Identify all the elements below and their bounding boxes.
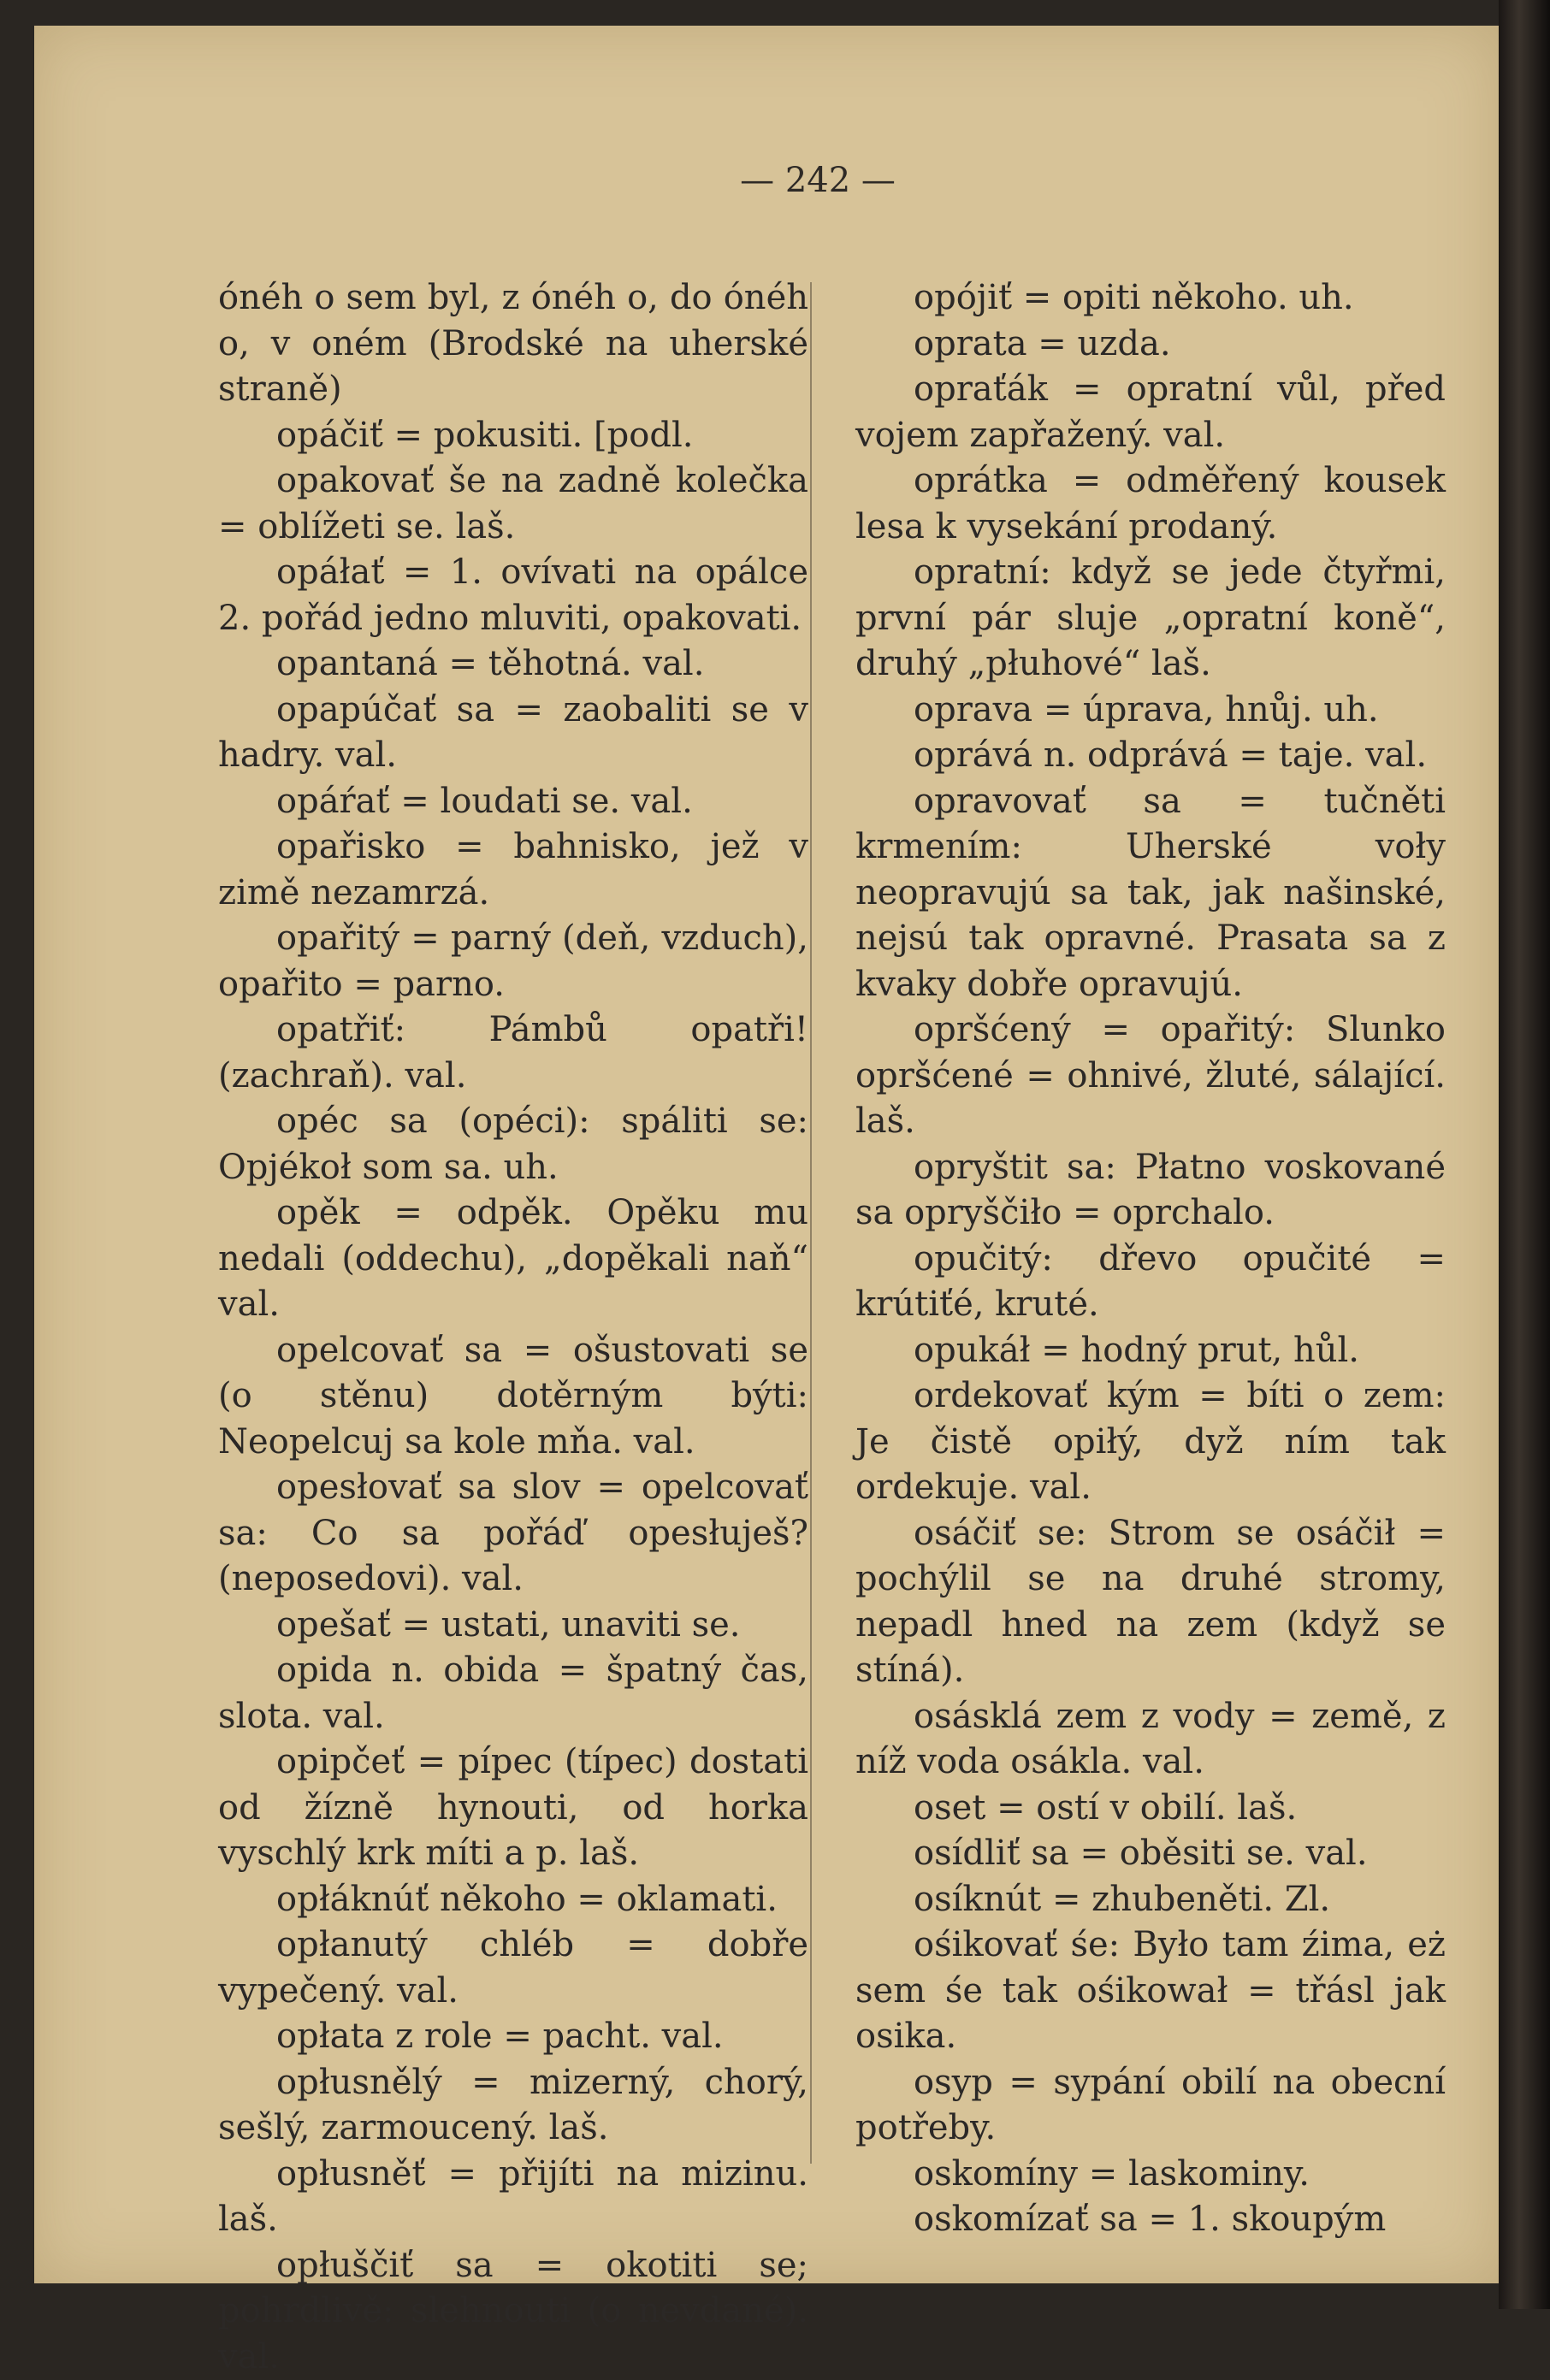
column-divider (810, 282, 812, 2164)
dictionary-entry: opantaná = těhotná. val. (218, 641, 808, 688)
dictionary-entry: opelcovať sa = ošustovati se (o stěnu) dotěrným býti: Neopelcuj sa kole mňa. val. (218, 1328, 808, 1466)
dictionary-entry: opravovať sa = tučněti krmením: Uherské voły neopravujú sa tak, jak našinské, nejsú tak opravné. Prasata sa z kvaky dobře opravujú. (855, 779, 1446, 1008)
dictionary-entry: opłáknúť někoho = oklamati. (218, 1877, 808, 1923)
dictionary-entry: opłusnělý = mizerný, chorý, sešlý, zarmoucený. laš. (218, 2060, 808, 2152)
dictionary-entry: opapúčať sa = zaobaliti se v hadry. val. (218, 688, 808, 779)
dictionary-entry: ośikovať śe: Było tam źima, eż sem śe tak ośikował = třásl jak osika. (855, 1922, 1446, 2060)
dictionary-entry: opučitý: dřevo opučité = krútiťé, kruté. (855, 1237, 1446, 1328)
dictionary-entry: opryštit sa: Płatno voskované sa opryščiło = oprchalo. (855, 1145, 1446, 1237)
dictionary-entry: oprava = úprava, hnůj. uh. (855, 688, 1446, 734)
dictionary-entry: opatřiť: Pámbů opatři! (zachraň). val. (218, 1007, 808, 1099)
dictionary-entry: osídliť sa = oběsiti se. val. (855, 1831, 1446, 1877)
dictionary-entry: opukáł = hodný prut, hůl. (855, 1328, 1446, 1374)
dictionary-entry: oprátka = odměřený kousek lesa k vysekání prodaný. (855, 458, 1446, 550)
dictionary-entry: opáŕať = loudati se. val. (218, 779, 808, 825)
dictionary-entry: oskomíny = laskominy. (855, 2152, 1446, 2198)
dictionary-entry: opařitý = parný (deň, vzduch), opařito = parno. (218, 916, 808, 1007)
dictionary-entry: oset = ostí v obilí. laš. (855, 1786, 1446, 1832)
book-spine-edge (1499, 0, 1550, 2309)
dictionary-entry: opesłovať sa slov = opelcovať sa: Co sa pořáď opesłuješ? (neposedovi). val. (218, 1465, 808, 1603)
dictionary-entry: opršćený = opařitý: Slunko opršćené = ohnivé, žluté, sálající. laš. (855, 1007, 1446, 1145)
left-column (218, 275, 808, 2380)
right-column (855, 275, 1446, 2243)
dictionary-entry: oprává n. odprává = taje. val. (855, 733, 1446, 779)
dictionary-entry: osyp = sypání obilí na obecní potřeby. (855, 2060, 1446, 2152)
dictionary-entry: opařisko = bahnisko, jež v zimě nezamrzá. (218, 824, 808, 916)
dictionary-entry: opraťák = opratní vůl, před vojem zapřažený. val. (855, 367, 1446, 458)
dictionary-entry: osáčiť se: Strom se osáčił = pochýlil se na druhé stromy, nepadl hned na zem (když se stíná). (855, 1511, 1446, 1694)
dictionary-entry: opipčeť = pípec (típec) dostati od žízně hynouti, od horka vyschlý krk míti a p. laš. (218, 1739, 808, 1877)
dictionary-entry: opáčiť = pokusiti. [podl. (218, 413, 808, 459)
dictionary-entry: opłata z role = pacht. val. (218, 2014, 808, 2060)
dictionary-entry: osásklá zem z vody = země, z níž voda osákla. val. (855, 1694, 1446, 1786)
dictionary-entry: opešať = ustati, unaviti se. (218, 1603, 808, 1649)
dictionary-entry: opratní: když se jede čtyřmi, první pár sluje „opratní koně“, druhý „płuhové“ laš. (855, 550, 1446, 688)
book-page (34, 26, 1499, 2283)
dictionary-entry: opáłať = 1. ovívati na opálce 2. pořád jedno mluviti, opakovati. (218, 550, 808, 641)
dictionary-entry: ónéh o sem byl, z ónéh o, do ónéh o, v oném (Brodské na uherské straně) (218, 275, 808, 413)
dictionary-entry: opłuščiť sa = okotiti se; pohrdlivě: slehnouti (o nevdané). val. (218, 2243, 808, 2380)
dictionary-entry: opida n. obida = špatný čas, slota. val. (218, 1648, 808, 1739)
dictionary-entry: oprata = uzda. (855, 322, 1446, 368)
page-number: — 242 — (34, 161, 1499, 200)
dictionary-entry: opójiť = opiti někoho. uh. (855, 275, 1446, 322)
dictionary-entry: opěk = odpěk. Opěku mu nedali (oddechu), „dopěkali naň“ val. (218, 1190, 808, 1328)
dictionary-entry: osíknút = zhubeněti. Zl. (855, 1877, 1446, 1923)
dictionary-entry: oskomízať sa = 1. skoupým (855, 2197, 1446, 2243)
dictionary-entry: ordekovať kým = bíti o zem: Je čistě opiłý, dyž ním tak ordekuje. val. (855, 1373, 1446, 1511)
dictionary-entry: opłusněť = přijíti na mizinu. laš. (218, 2152, 808, 2243)
dictionary-entry: opakovať še na zadně kolečka = oblížeti se. laš. (218, 458, 808, 550)
dictionary-entry: opłanutý chléb = dobře vypečený. val. (218, 1922, 808, 2014)
dictionary-entry: opéc sa (opéci): spáliti se: Opjékoł som sa. uh. (218, 1099, 808, 1190)
